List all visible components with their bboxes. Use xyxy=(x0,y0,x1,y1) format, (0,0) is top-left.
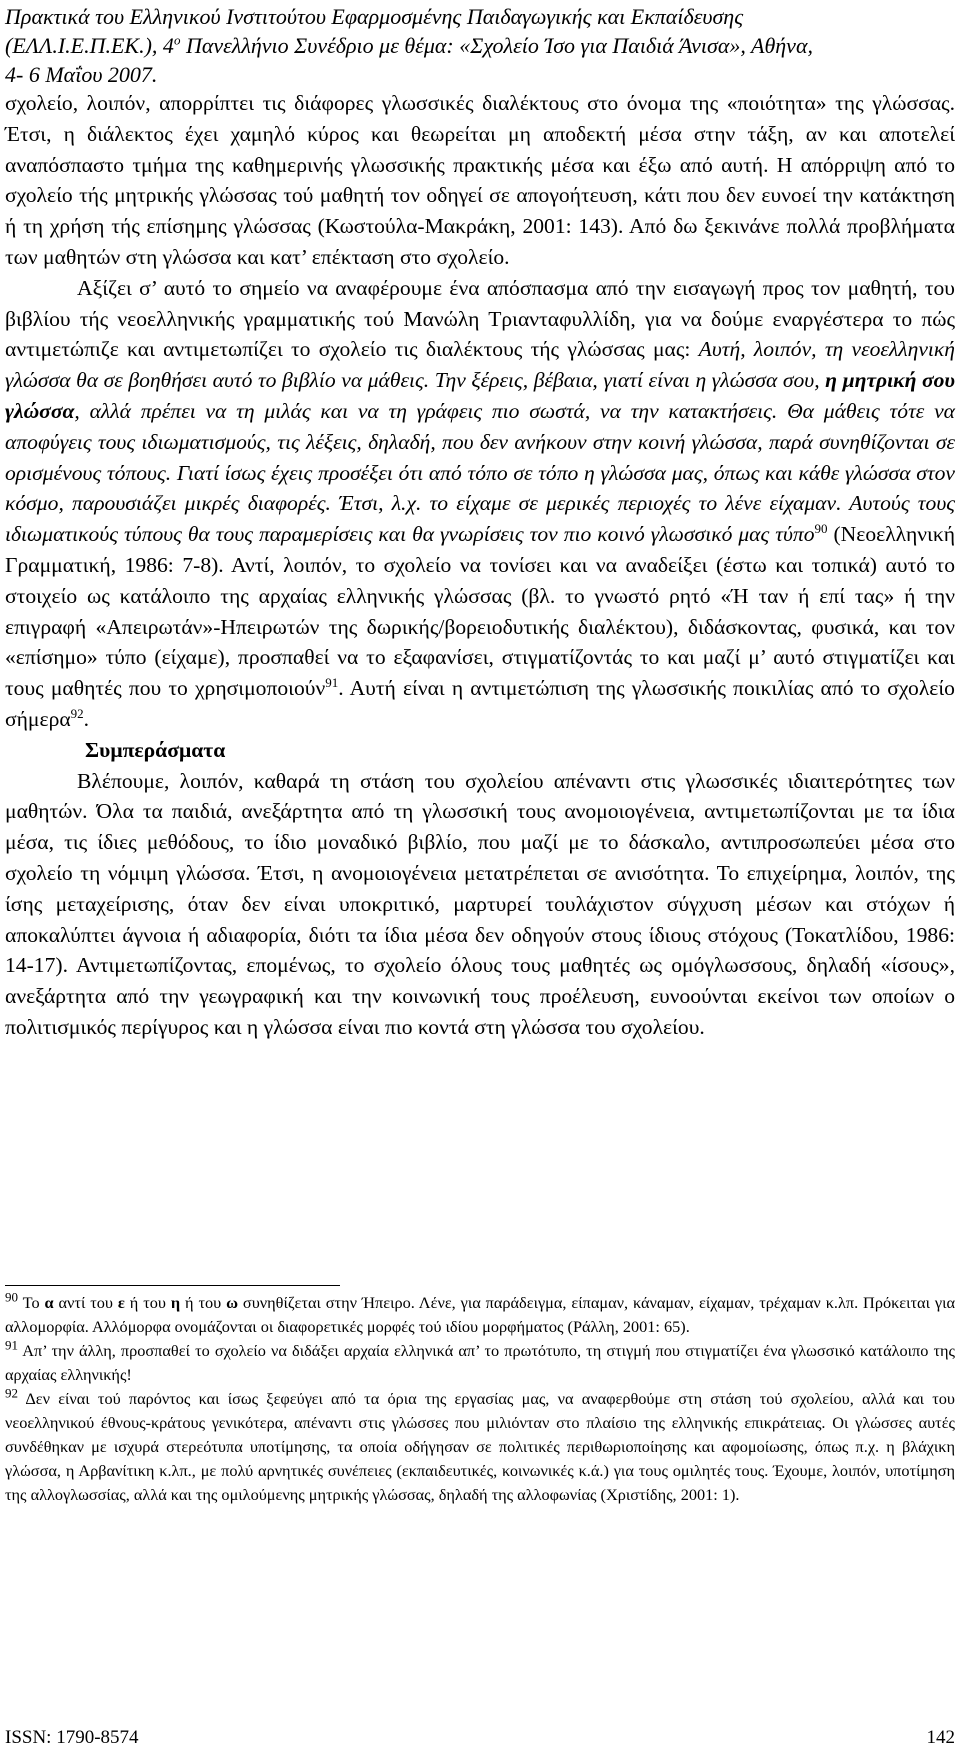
header-line-3: 4- 6 Μαΐου 2007. xyxy=(5,62,158,87)
issn-label: ISSN: 1790-8574 xyxy=(5,1727,139,1748)
footnote-92 xyxy=(5,1387,955,1507)
footnote-ref[interactable]: 90 xyxy=(814,520,828,536)
paragraph-3: Βλέπουμε, λοιπόν, καθαρά τη στάση του σχολείου απέναντι στις γλωσσικές ιδιαιτερότητες των μαθητών. Όλα τα παιδιά, ανεξάρτητα από τη γλωσσική τους ανομοιογένεια, αντιμετωπίζονται με τα ίδια μέσα, τις ίδιες μεθόδους, το ίδιο μοναδικό βιβλίο, που μαζί με το δάσκαλο, αντιπροσωπεύει μέσα στο σχολείο τη νόμιμη γλώσσα. Έτσι, η ανομοιογένεια μετατρέπεται σε ανισότητα. Το επιχείρημα, λοιπόν, της ίσης μεταχείρισης, όταν δεν είναι υποκριτικό, μαρτυρεί τουλάχιστον σύγχυση μέσων και στόχων ή αποκαλύπτει άγνοια ή αδιαφορία, διότι τα ίδια μέσα δεν οδηγούν στους ίδιους στόχους (Τοκατλίδου, 1986: 14-17). Αντιμετωπίζοντας, επομένως, το σχολείο όλους τους μαθητές ως ομόγλωσσους, δηλαδή «ίσους», ανεξάρτητα από την γεωγραφική και την κοινωνική τους προέλευση, ευνοούνται εκείνοι των οποίων ο πολιτισμικός περίγυρος και η γλώσσα είναι πιο κοντά στη γλώσσα του σχολείου. xyxy=(5,768,955,1039)
text-run: Αξίζει σ’ αυτό το σημείο να αναφέρουμε ένα απόσπασμα από την εισαγωγή προς τον μαθητή, του βιβλίου τής νεοελληνικής γραμματικής τού Μανώλη Τριανταφυλλίδη, για να δούμε εναργέστερα το πώς αντιμετώπιζε και αντιμετωπίζει το σχολείο τις διαλέκτους τής γλώσσας μας: xyxy=(5,275,955,362)
header-line-1: Πρακτικά του Ελληνικού Ινστιτούτου Εφαρμοσμένης Παιδαγωγικής και Εκπαίδευσης xyxy=(5,4,744,29)
quotation-text: , αλλά πρέπει να τη μιλάς και να τη γράφεις πιο σωστά, να την κατακτήσεις. Θα μάθεις τότε να αποφύγεις τους ιδιωματισμούς, τις λέξεις, δηλαδή, που δεν ανήκουν στην κοινή γλώσσα, παρά συνηθίζονται σε ορισμένους τόπους. Γιατί ίσως έχεις προσέξει ότι από τόπο σε τόπο η γλώσσα μας, όπως και κάθε γλώσσα στον κόσμο, παρουσιάζει μικρές διαφορές. Έτσι, λ.χ. το είχαμε σε μερικές περιοχές το λένε είχαμαν. Αυτούς τους ιδιωματικούς τύπους θα τους παραμερίσεις και θα γνωρίσεις τον πιο κοινό γλωσσικό μας τύπο xyxy=(5,398,955,547)
header-line-2 xyxy=(5,31,955,60)
emphasis-text: η μητρική σου γλώσσα xyxy=(5,368,956,423)
paragraph-1: σχολείο, λοιπόν, απορρίπτει τις διάφορες γλωσσικές διαλέκτους στο όνομα της «ποιότητα» της γλώσσας. Έτσι, η διάλεκτος έχει χαμηλό κύρος και θεωρείται μη αποδεκτή μέσα στην τάξη, αν και αποτελεί αναπόσπαστο τμήμα της καθημερινής γλωσσικής πρακτικής μέσα και έξω από αυτή. Η απόρριψη από το σχολείο τής μητρικής γλώσσας τού μαθητή τον οδηγεί σε απογοήτευση, κάτι που δεν ευνοεί την κατάκτηση ή τη χρήση τής επίσημης γλώσσας (Κωστούλα-Μακράκη, 2001: 143). Από δω ξεκινάνε πολλά προβλήματα των μαθητών στη γλώσσα και κατ’ επέκταση στο σχολείο. xyxy=(5,91,955,269)
bold-letter: η xyxy=(170,1293,181,1312)
text-run: Το xyxy=(18,1293,45,1312)
footnote-number: 91 xyxy=(5,1337,18,1353)
header-text: (ΕΛΛ.Ι.Ε.Π.ΕΚ.), 4 xyxy=(5,33,174,58)
footnote-number: 92 xyxy=(5,1385,18,1401)
page-number: 142 xyxy=(926,1727,955,1748)
footnote-divider xyxy=(5,1285,340,1286)
footnotes xyxy=(5,1291,955,1507)
running-header xyxy=(5,2,955,89)
footnote-ref[interactable]: 91 xyxy=(325,674,339,690)
text-run: Απ’ την άλλη, προσπαθεί το σχολείο να διδάξει αρχαία ελληνικά απ’ το πρωτότυπο, τη στιγμή που στιγματίζει ένα γλωσσικό κατάλοιπο της αρχαίας ελληνικής! xyxy=(5,1341,955,1384)
footnote-number: 90 xyxy=(5,1289,18,1305)
text-run: αντί του xyxy=(53,1293,118,1312)
footnote-ref[interactable]: 92 xyxy=(70,705,84,721)
header-text: Πανελλήνιο Συνέδριο με θέμα: «Σχολείο Ίσο για Παιδιά Άνισα», Αθήνα, xyxy=(180,33,813,58)
text-run: . xyxy=(83,706,90,731)
body-text xyxy=(5,88,955,1043)
text-run: (Νεοελληνική Γραμματική, 1986: 7-8). Αντί, λοιπόν, το σχολείο να τονίσει και να αναδείξει (έστω και τοπικά) αυτό το στοιχείο ως κατάλοιπο της αρχαίας ελληνικής γλώσσας (βλ. το γνωστό ρητό «Ή ταν ή επί τας» ή την επιγραφή «Απειρωτάν»-Ηπειρωτών της δωρικής/βορειοδυτικής διαλέκτου), διδάσκοντας, φυσικά, και τον «επίσημο» τύπο (είχαμε), προσπαθεί να το εξαφανίσει, στιγματίζοντάς το και μαζί μ’ αυτό στιγματίζει και τους μαθητές που το χρησιμοποιούν xyxy=(5,522,955,701)
text-run: . Αυτή είναι η αντιμετώπιση της γλωσσικής ποικιλίας από το σχολείο σήμερα xyxy=(5,676,955,731)
bold-letter: ε xyxy=(117,1293,125,1312)
section-heading: Συμπεράσματα xyxy=(85,737,226,762)
bold-letter: α xyxy=(44,1293,54,1312)
text-run: ή του xyxy=(180,1293,227,1312)
text-run: Δεν είναι τού παρόντος και ίσως ξεφεύγει από τα όρια της εργασίας μας, να αναφερθούμε στη στάση τού σχολείου, αλλά και του νεοελληνικού έθνους-κράτους γενικότερα, απέναντι στις γλώσσες που μιλιόνταν στο πλαίσιο της ελληνικής επικράτειας. Οι γλώσσες αυτές συνδέθηκαν με ισχυρά στερεότυπα υποτίμησης, τα οποία οδήγησαν σε πολιτικές περιθωριοποίησης και αφομοίωσης, όπως π.χ. η βλάχικη γλώσσα, η Αρβανίτικη κ.λπ., με πολύ αρνητικές συνέπειες (εκπαιδευτικές, κοινωνικές κ.ά.) για τους ομιλητές τους. Έχουμε, λοιπόν, υποτίμηση της αλλογλωσσίας, αλλά και της ομιλούμενης μητρικής γλώσσας, δηλαδή της αλλοφωνίας (Χριστίδης, 2001: 1). xyxy=(5,1389,955,1504)
text-run: συνηθίζεται στην Ήπειρο. Λένε, για παράδειγμα, είπαμαν, κάναμαν, είχαμαν, τρέχαμαν κ.λπ. Πρόκειται για αλλομορφία. Αλλόμορφα ονομάζονται οι διαφορετικές μορφές τού ιδίου μορφήματος (Ράλλη, 2001: 65). xyxy=(5,1293,955,1336)
quotation-text: Αυτή, λοιπόν, τη νεοελληνική γλώσσα θα σε βοηθήσει αυτό το βιβλίο να μάθεις. Την ξέρεις, βέβαια, γιατί είναι η γλώσσα σου, xyxy=(5,337,955,393)
text-run: ή του xyxy=(124,1293,171,1312)
footnote-90 xyxy=(5,1291,955,1339)
bold-letter: ω xyxy=(226,1293,239,1312)
header-ordinal: ο xyxy=(173,32,181,48)
paragraph-2 xyxy=(5,273,955,735)
footnote-91 xyxy=(5,1339,955,1387)
